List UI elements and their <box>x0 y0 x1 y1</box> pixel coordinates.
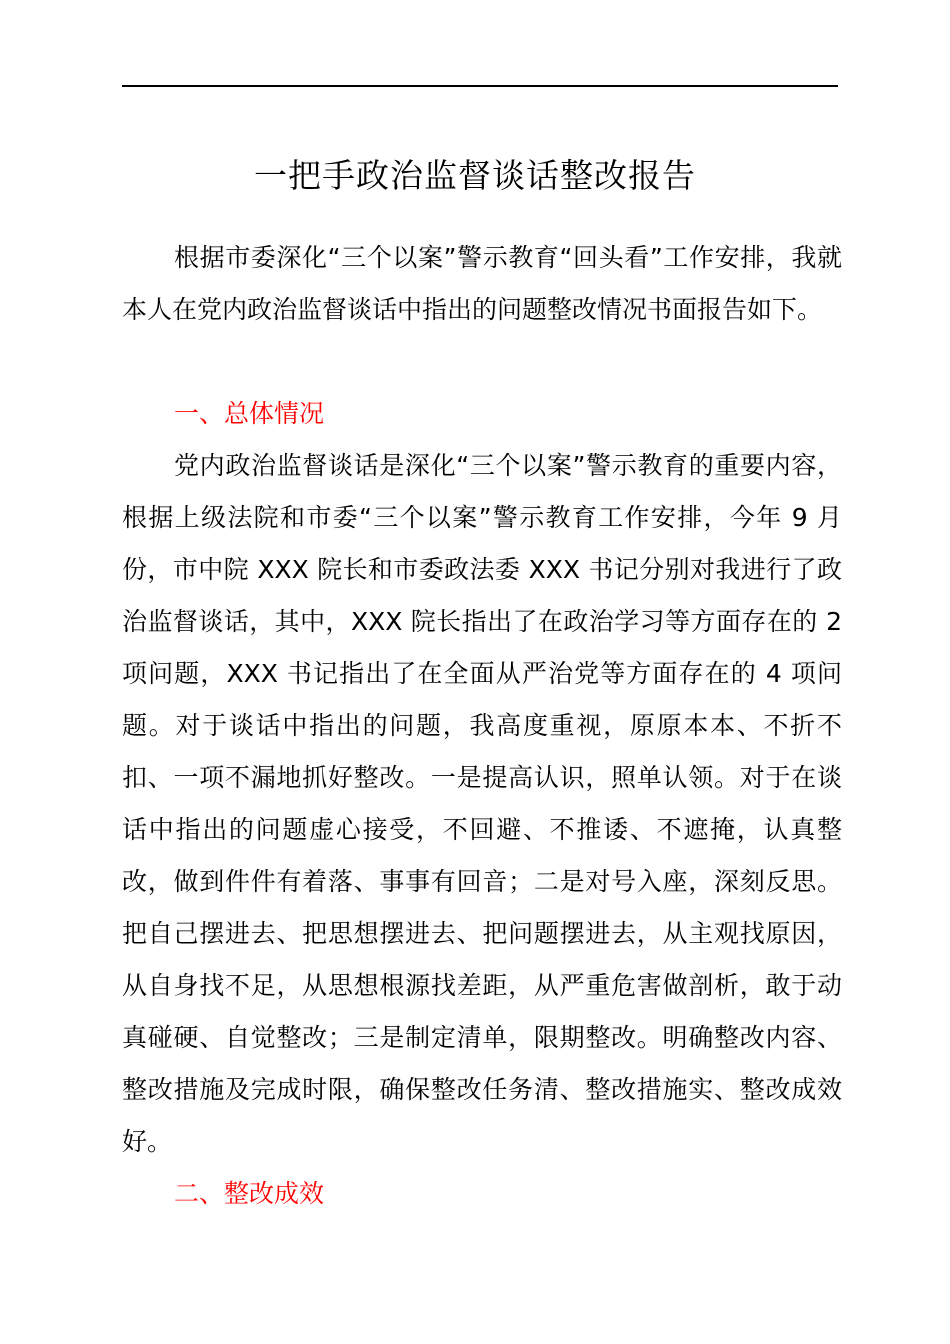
intro-paragraph: 根据市委深化“三个以案”警示教育“回头看”工作安排，我就本人在党内政治监督谈话中指出的问题整改情况书面报告如下。 <box>122 243 842 324</box>
section-paragraph-overview: 党内政治监督谈话是深化“三个以案”警示教育的重要内容，根据上级法院和市委“三个以案”警示教育工作安排，今年 9 月份，市中院 XXX 院长和市委政法委 XXX 书记分别对我进行了政治监督谈话，其中，XXX 院长指出了在政治学习等方面存在的 2 项问题，XXX 书记指出了在全面从严治党等方面存在的 4 项问题。对于谈话中指出的问题，我高度重视，原原本本、不折不扣、一项不漏地抓好整改。一是提高认识，照单认领。对于在谈话中指出的问题虚心接受，不回避、不推诿、不遮掩，认真整改，做到件件有着落、事事有回音；二是对号入座，深刻反思。把自己摆进去、把思想摆进去、把问题摆进去，从主观找原因，从自身找不足，从思想根源找差距，从严重危害做剖析，敢于动真碰硬、自觉整改；三是制定清单，限期整改。明确整改内容、整改措施及完成时限，确保整改任务清、整改措施实、整改成效好。 <box>122 451 842 1156</box>
section-heading-results: 二、整改成效 <box>174 1179 325 1208</box>
section-heading-overview: 一、总体情况 <box>174 399 325 428</box>
document-title: 一把手政治监督谈话整改报告 <box>254 156 696 195</box>
header-rule <box>122 85 838 87</box>
